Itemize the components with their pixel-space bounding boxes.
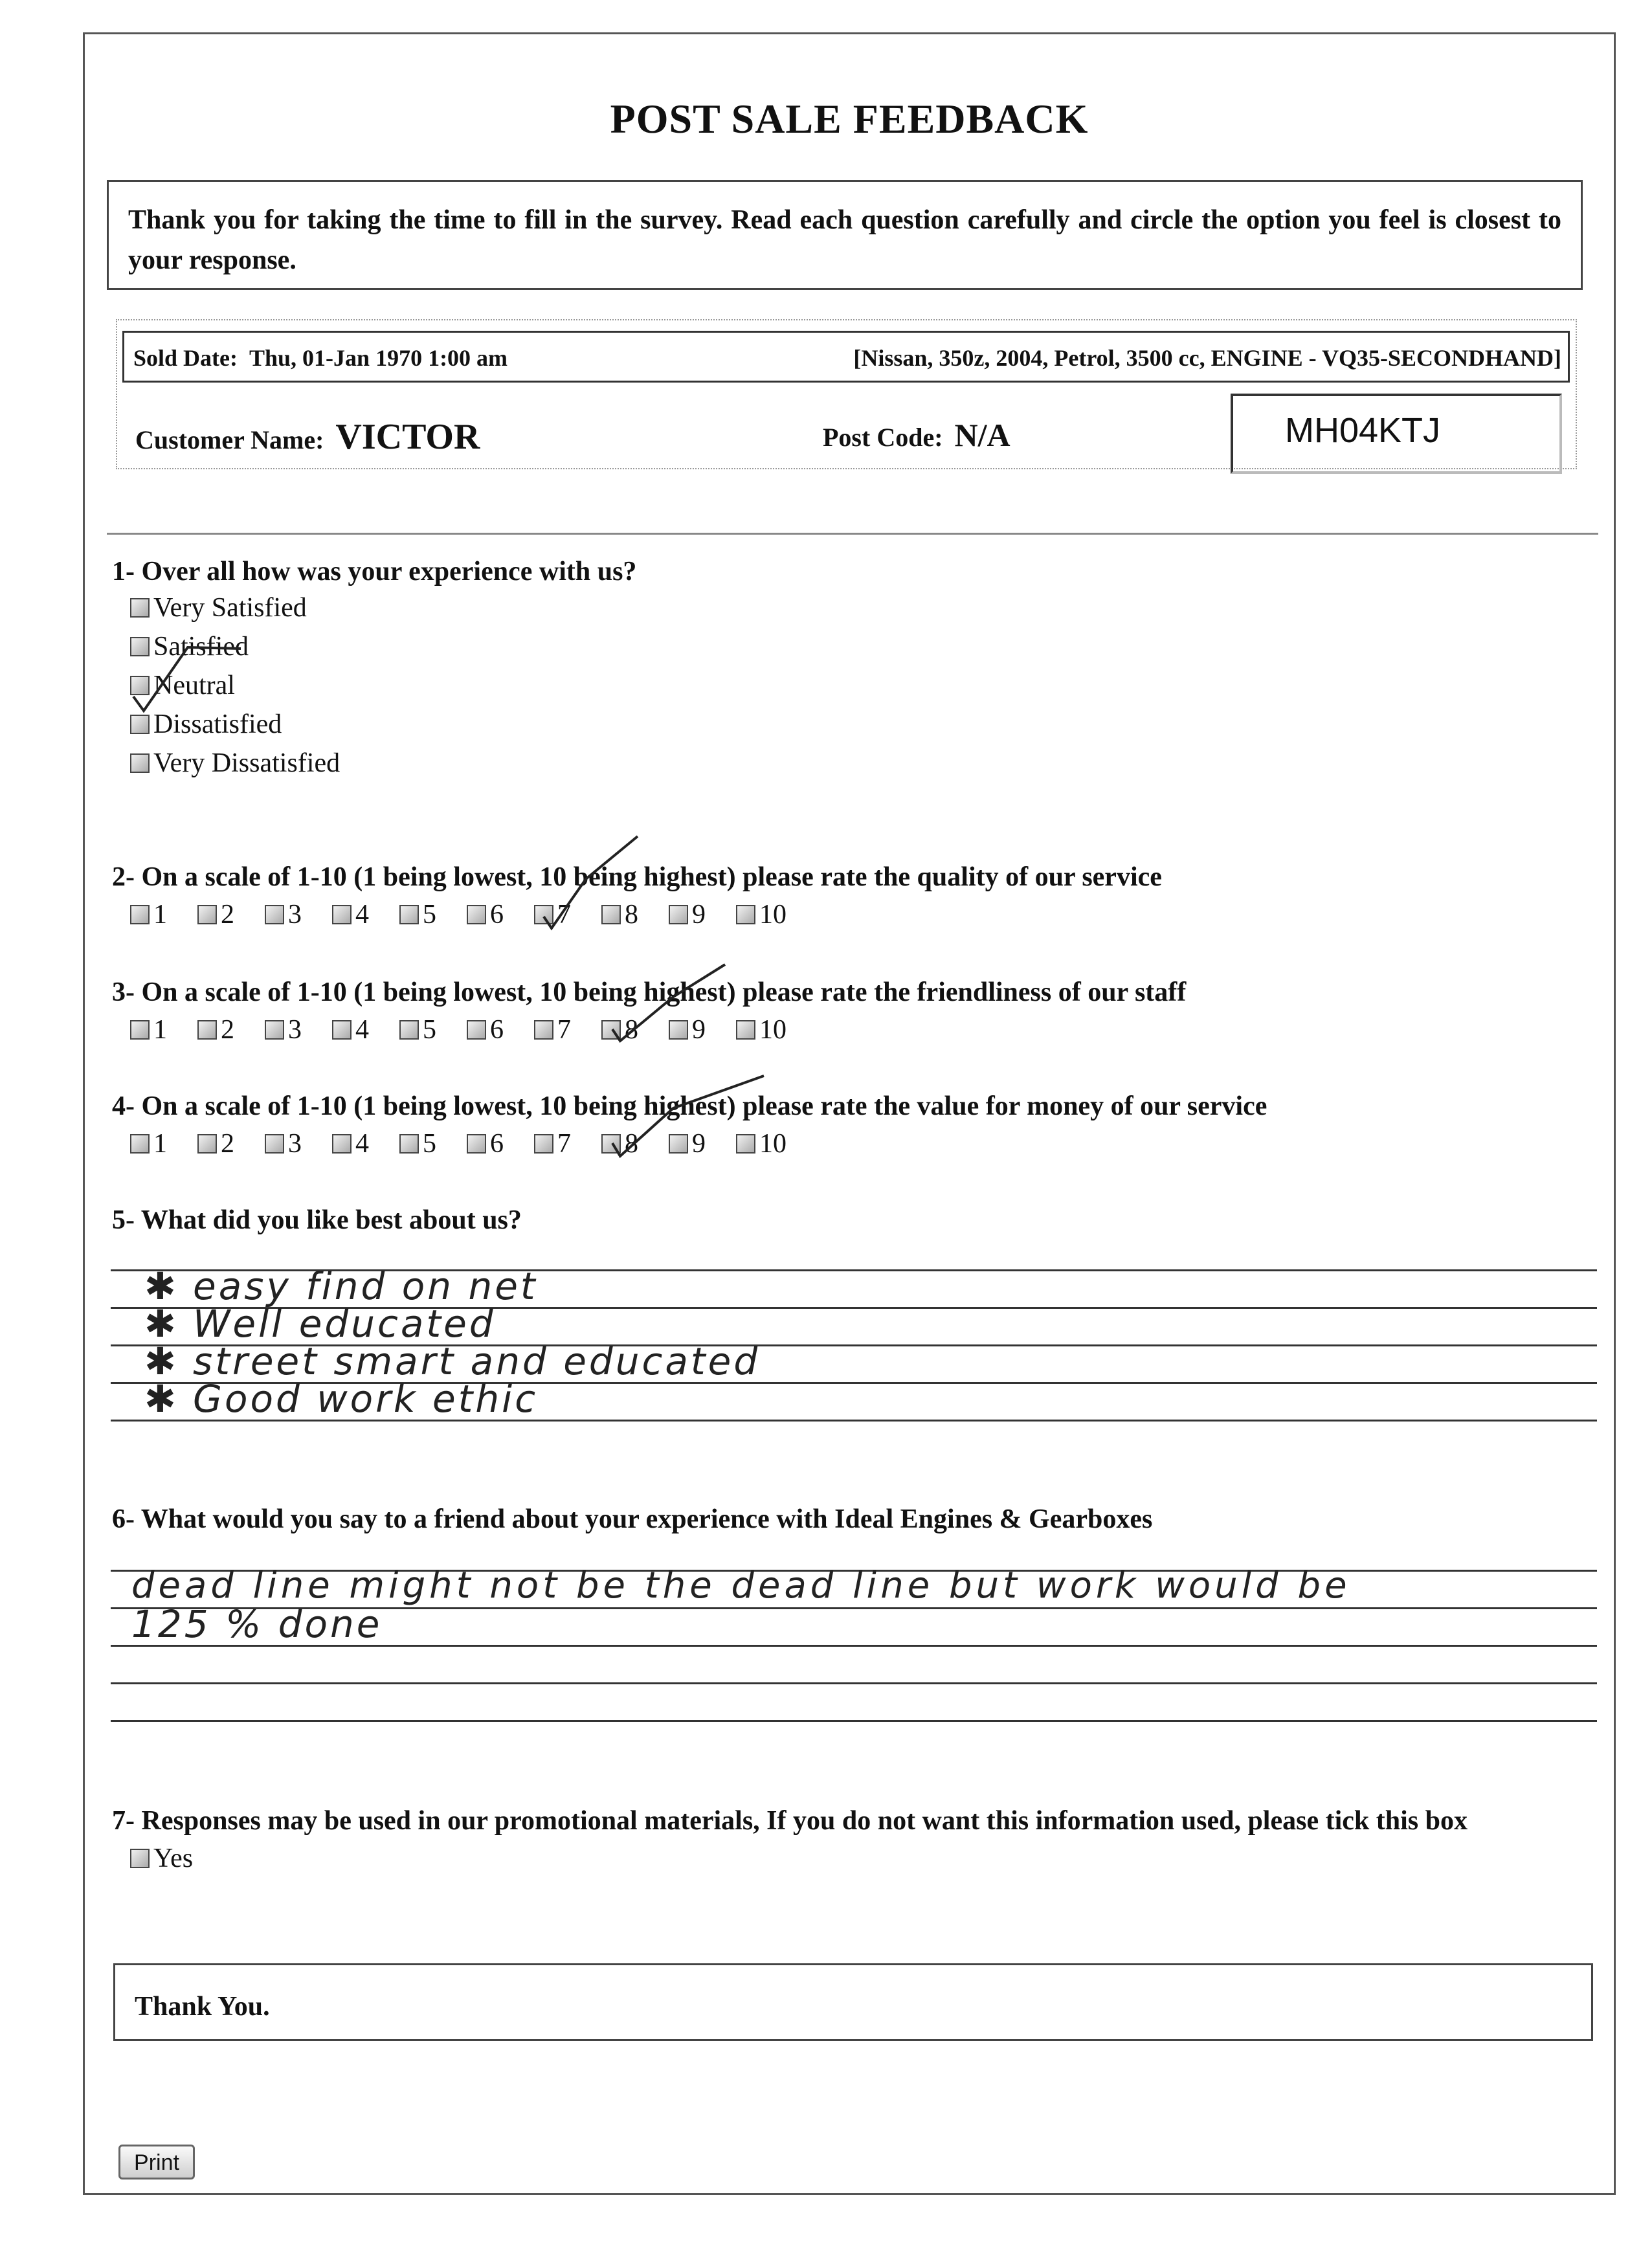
scale-option[interactable]: 3 [265, 1128, 332, 1159]
checkbox[interactable] [130, 1020, 150, 1040]
handwritten-answer: ✱ easy find on net [144, 1264, 538, 1308]
scale-option[interactable]: 10 [736, 899, 803, 930]
scale-option[interactable]: 1 [130, 899, 197, 930]
option-dissatisfied[interactable]: Dissatisfied [130, 709, 282, 740]
sold-date: Sold Date: Thu, 01-Jan 1970 1:00 am [133, 345, 508, 371]
checkbox[interactable] [467, 1020, 486, 1040]
checkbox[interactable] [130, 1134, 150, 1154]
question-2: 2- On a scale of 1-10 (1 being lowest, 10 being highest) please rate the quality of our service [112, 862, 1162, 892]
checkbox[interactable] [601, 905, 621, 924]
option-neutral[interactable]: Neutral [130, 670, 235, 701]
question-1: 1- Over all how was your experience with us? [112, 557, 637, 586]
scale-option[interactable]: 5 [399, 899, 467, 930]
scale-option[interactable]: 5 [399, 1014, 467, 1045]
handwritten-answer: ✱ Good work ethic [144, 1377, 539, 1421]
option-satisfied[interactable]: Satisfied [130, 631, 249, 662]
rating-scale-4 [130, 1128, 803, 1159]
scale-option[interactable]: 3 [265, 899, 332, 930]
checkbox[interactable] [399, 1020, 419, 1040]
page-title: POST SALE FEEDBACK [610, 96, 1089, 142]
answer-line [111, 1682, 1597, 1684]
sold-date-box [122, 331, 1570, 383]
scale-option[interactable]: 6 [467, 1128, 534, 1159]
checkbox[interactable] [399, 905, 419, 924]
checkbox[interactable] [265, 1134, 284, 1154]
checkbox[interactable] [669, 1020, 688, 1040]
handwritten-answer: ✱ street smart and educated [144, 1339, 761, 1383]
customer-name: Customer Name: VICTOR [135, 417, 480, 457]
scale-option[interactable]: 6 [467, 1014, 534, 1045]
scale-option[interactable]: 1 [130, 1128, 197, 1159]
scale-option[interactable]: 9 [669, 1128, 736, 1159]
handwritten-answer: 125 % done [131, 1602, 383, 1646]
scale-option[interactable]: 9 [669, 899, 736, 930]
checkbox[interactable] [467, 1134, 486, 1154]
checkbox[interactable] [601, 1020, 621, 1040]
divider [107, 533, 1598, 535]
option-very-dissatisfied[interactable]: Very Dissatisfied [130, 748, 340, 779]
scale-option[interactable]: 4 [332, 1128, 399, 1159]
option-very-satisfied[interactable]: Very Satisfied [130, 592, 307, 623]
option-yes[interactable]: Yes [130, 1843, 193, 1874]
question-4: 4- On a scale of 1-10 (1 being lowest, 10 being highest) please rate the value for money of our service [112, 1091, 1267, 1121]
feedback-form [83, 32, 1616, 2195]
question-5: 5- What did you like best about us? [112, 1205, 522, 1235]
scale-option[interactable]: 4 [332, 899, 399, 930]
rating-scale-3 [130, 1014, 803, 1045]
answer-line [111, 1720, 1597, 1722]
checkbox[interactable] [534, 905, 553, 924]
print-button[interactable]: Print [118, 2145, 195, 2179]
question-3: 3- On a scale of 1-10 (1 being lowest, 10 being highest) please rate the friendliness of our staff [112, 977, 1187, 1007]
rating-scale-2 [130, 899, 803, 930]
checkbox[interactable] [130, 905, 150, 924]
scale-option[interactable]: 4 [332, 1014, 399, 1045]
checkbox[interactable] [130, 753, 150, 773]
checkbox[interactable] [332, 1134, 352, 1154]
scale-option[interactable]: 8 [601, 1014, 669, 1045]
checkbox[interactable] [736, 1020, 755, 1040]
checkbox[interactable] [669, 1134, 688, 1154]
sale-info-panel [116, 319, 1577, 469]
scale-option[interactable]: 10 [736, 1014, 803, 1045]
scale-option[interactable]: 8 [601, 1128, 669, 1159]
thank-you-box: Thank You. [113, 1963, 1593, 2041]
checkbox[interactable] [399, 1134, 419, 1154]
checkbox[interactable] [197, 905, 217, 924]
scale-option[interactable]: 5 [399, 1128, 467, 1159]
intro-box: Thank you for taking the time to fill in the survey. Read each question carefully and circle the option you feel is closest to your response. [107, 180, 1583, 290]
scale-option[interactable]: 7 [534, 1014, 601, 1045]
checkbox[interactable] [332, 905, 352, 924]
scale-option[interactable]: 10 [736, 1128, 803, 1159]
scale-option[interactable]: 9 [669, 1014, 736, 1045]
handwritten-answer: dead line might not be the dead line but work would be [131, 1565, 1351, 1607]
checkbox[interactable] [265, 1020, 284, 1040]
question-6: 6- What would you say to a friend about your experience with Ideal Engines & Gearboxes [112, 1504, 1153, 1534]
checkbox[interactable] [130, 598, 150, 618]
checkbox[interactable] [197, 1020, 217, 1040]
scale-option[interactable]: 6 [467, 899, 534, 930]
checkbox[interactable] [534, 1020, 553, 1040]
scale-option[interactable]: 2 [197, 899, 265, 930]
registration-field: MH04KTJ [1231, 394, 1562, 474]
scale-option[interactable]: 7 [534, 899, 601, 930]
checkbox[interactable] [130, 637, 150, 656]
scale-option[interactable]: 3 [265, 1014, 332, 1045]
checkbox[interactable] [130, 715, 150, 734]
scale-option[interactable]: 2 [197, 1014, 265, 1045]
checkbox[interactable] [669, 905, 688, 924]
scale-option[interactable]: 2 [197, 1128, 265, 1159]
scale-option[interactable]: 1 [130, 1014, 197, 1045]
checkbox[interactable] [332, 1020, 352, 1040]
post-code: Post Code: N/A [823, 417, 1010, 453]
checkbox[interactable] [265, 905, 284, 924]
scale-option[interactable]: 8 [601, 899, 669, 930]
checkbox[interactable] [736, 1134, 755, 1154]
checkbox[interactable] [467, 905, 486, 924]
handwritten-answer: ✱ Well educated [144, 1302, 496, 1346]
checkbox[interactable] [736, 905, 755, 924]
checkbox[interactable] [197, 1134, 217, 1154]
checkbox[interactable] [534, 1134, 553, 1154]
vehicle-details: [Nissan, 350z, 2004, Petrol, 3500 cc, ENGINE - VQ35-SECONDHAND] [853, 345, 1561, 371]
checkbox[interactable] [130, 1849, 150, 1868]
question-7: 7- Responses may be used in our promotional materials, If you do not want this information used, please tick this box [112, 1806, 1468, 1836]
scale-option[interactable]: 7 [534, 1128, 601, 1159]
checkbox[interactable] [130, 676, 150, 695]
checkbox[interactable] [601, 1134, 621, 1154]
